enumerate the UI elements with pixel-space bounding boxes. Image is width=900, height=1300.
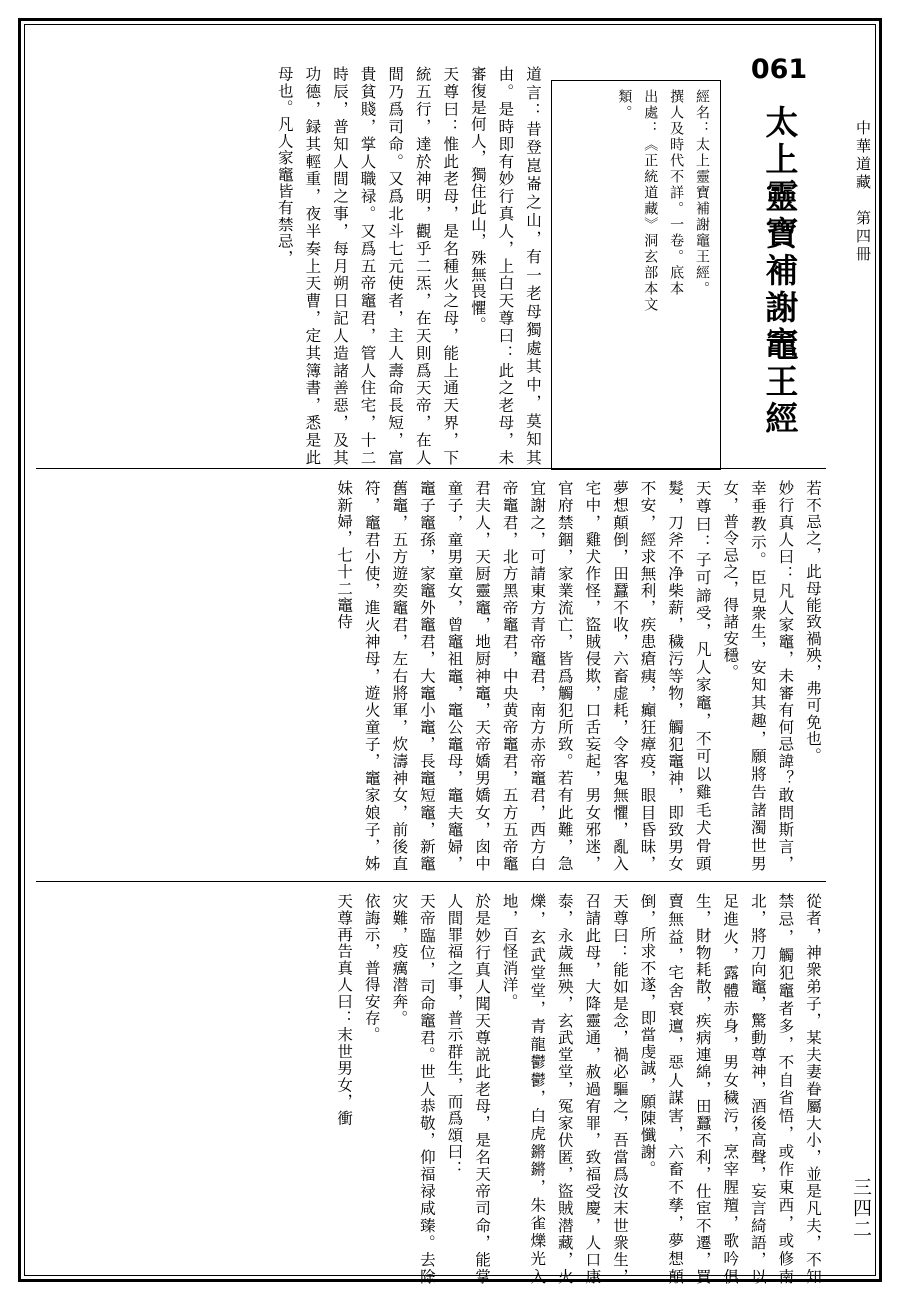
metadata-line: 撰人及時代不詳。一卷。底本 <box>668 89 685 297</box>
paragraph: 道言：昔登崑崙之山，有一老母獨處其中，莫知其由。是時即有妙行真人，上白天尊曰：此之老母，未審復是何人，獨住此山，殊無畏懼。 <box>468 66 542 466</box>
paragraph: 天尊曰：子可諦受，凡人家竈，不可以雞毛犬骨頭髮，刀斧不净柴薪，穢污等物，觸犯竈神，即致男女不安，經求無利，疾患瘡痍，癲狂瘴疫，眼目昏昧，夢想顛倒，田蠶不收，六畜虚耗，令客鬼無懼，亂入宅中，雞犬作怪，盜賊侵欺，口舌妄起，男女邪迷，官府禁錮，家業流亡，皆爲觸犯所致。若有此難，急宜謝之，可請東方青帝竈君，南方赤帝竈君，西方白帝竈君，北方黑帝竈君，中央黄帝竈君，五方五帝竈君夫人，天厨靈竈，地厨神竈，天帝嬌男嬌女，囱中童子，童男童女，曾竈祖竈，竈公竈母，竈夫竈婦，竈子竈孫，家竈外竈君，大竈小竈，長竈短竈，新竈舊竈，五方遊奕竈君，左右將軍，炊濤神女，前後直符，竈君小使，進火神母，遊火童子，竈家娘子，姊妹新婦，七十二竈侍 <box>335 480 712 872</box>
document-number: 061 <box>750 54 808 85</box>
page-title: 太上靈寶補謝竈王經 <box>760 104 800 438</box>
paragraph: 天尊曰：能如是念，禍必驅之，吾當爲汝末世衆生，召請此母，大降靈通，赦過宥罪，致福受慶，人口康泰，永歲無殃，玄武堂堂，冤家伏匿，盜賊潜藏，火爍，玄武堂堂，青龍鬱鬱，白虎鏘鏘，朱雀爍光入地，百怪消洋。 <box>500 893 629 1285</box>
metadata-box <box>551 80 721 470</box>
metadata-line: 出處：《正統道藏》洞玄部本文 <box>642 89 659 313</box>
paragraph: 若不忌之，此母能致禍殃，弗可免也。 <box>804 480 822 764</box>
paragraph: 天尊再告真人曰：末世男女，衝 <box>335 893 354 1127</box>
text-block-top <box>46 66 546 466</box>
running-head: 中華道藏 第四冊 <box>854 120 872 264</box>
paragraph: 於是妙行真人聞天尊説此老母，是名天帝司命，能掌人間罪福之事，普示群生，而爲頌曰： <box>445 893 492 1285</box>
paragraph: 妙行真人曰：凡人家竈，未審有何忌諱？敢問斯言，幸垂教示。臣見衆生，安知其趣，願將告諸濁世男女，普令忌之，得諸安穩。 <box>721 480 795 872</box>
page-number: 三四二 <box>850 1177 872 1240</box>
register-divider <box>36 881 826 882</box>
register-divider <box>36 468 826 469</box>
text-block-bottom <box>36 893 826 1285</box>
paragraph: 天尊曰：惟此老母，是名種火之母，能上通天界，下統五行，達於神明，觀乎二炁，在天則爲天帝，在人間乃爲司命。又爲北斗七元使者，主人壽命長短，富貴貧賤，掌人職禄。又爲五帝竈君，管人住宅，十二時辰，普知人間之事，每月朔日記人造諸善惡，及其功德，録其輕重，夜半奏上天曹，定其簿書，悉是此母也。凡人家竈皆有禁忌， <box>275 66 460 466</box>
metadata-line: 類。 <box>616 89 633 121</box>
document-body <box>36 36 826 1285</box>
metadata-lines <box>558 89 714 461</box>
title-block <box>740 56 818 451</box>
paragraph: 依誨示，普得安存。 <box>362 893 381 1044</box>
paragraph: 天帝臨位，司命竈君。世人恭敬，仰福禄咸臻。去除灾難，疫癘潜奔。 <box>390 893 436 1285</box>
metadata-line: 經名：太上靈寶補謝竈王經。 <box>694 89 710 297</box>
paragraph: 從者，神衆弟子，某夫妻眷屬大小，並是凡夫，不知禁忌，觸犯竈者多，不自省悟，或作東西，或修南北，將刀向竈，驚動尊神，酒後高聲，妄言綺語，以足進火，露體赤身，男女穢污，烹宰腥羶，歌吟俱生，財物耗散，疾病連綿，田蠶不利，仕宦不遷，買賣無益，宅舍衰邅，惡人謀害，六畜不孳，夢想顛倒，所求不遂，即當虔誠，願陳懺謝。 <box>638 893 822 1285</box>
text-block-middle <box>36 480 826 872</box>
